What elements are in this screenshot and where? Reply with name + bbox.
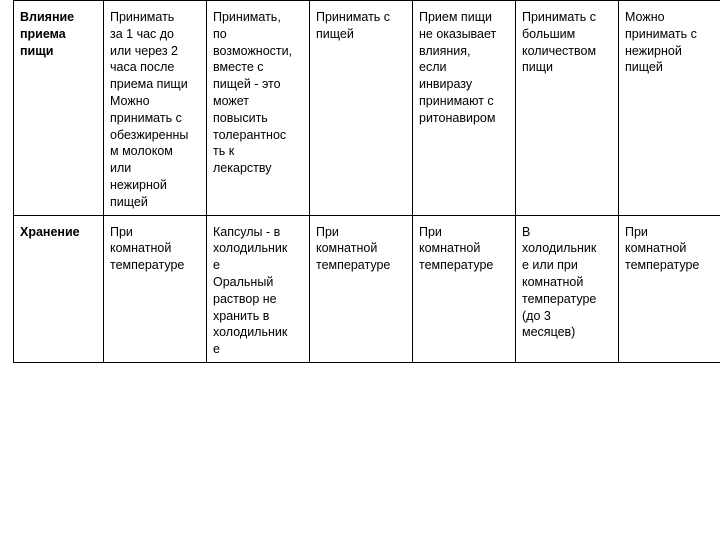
cell-text-line: ть к: [213, 144, 235, 159]
cell-text-line: инвиразу: [419, 77, 473, 92]
cell-text-line: влияния,: [419, 43, 471, 58]
cell-text-line: может: [213, 93, 250, 108]
table-cell: [413, 215, 516, 362]
cell-text-line: пищей - это: [213, 77, 281, 92]
row-header-food-effect: [14, 1, 104, 216]
row-header-line: Влияние: [20, 10, 75, 24]
cell-text-line: При: [625, 224, 648, 239]
cell-text-line: нежирной: [625, 43, 682, 58]
cell-text-line: ритонавиром: [419, 110, 496, 125]
cell-text-line: толерантнос: [213, 127, 287, 142]
cell-text-line: не оказывает: [419, 26, 497, 41]
cell-text-line: пищей: [316, 26, 354, 41]
table-cell: [619, 215, 720, 362]
cell-text-line: хранить в: [213, 308, 270, 323]
cell-text-line: комнатной: [419, 241, 481, 256]
cell-text-line: за 1 час до: [110, 26, 175, 41]
cell-text-line: температуре: [522, 291, 597, 306]
cell-text-line: принимать с: [110, 110, 182, 125]
cell-text-line: м молоком: [110, 144, 173, 159]
cell-text-line: комнатной: [110, 241, 172, 256]
row-header-line: пищи: [20, 43, 54, 58]
cell-text-line: Принимать с: [522, 10, 597, 24]
table-row-storage: [14, 215, 720, 362]
cell-text-line: е: [213, 342, 220, 357]
cell-text-line: или через 2: [110, 43, 178, 58]
cell-text-line: часа после: [110, 60, 175, 75]
table-cell: [413, 1, 516, 216]
table-cell: [207, 1, 310, 216]
table-cell: [516, 215, 619, 362]
cell-text-line: температуре: [419, 258, 494, 273]
table-body: [14, 1, 720, 363]
cell-text-line: лекарству: [213, 161, 272, 176]
cell-text-line: пищи: [522, 60, 554, 75]
cell-text-line: Оральный: [213, 274, 274, 289]
table-cell: [207, 215, 310, 362]
cell-text-line: месяцев): [522, 325, 576, 340]
cell-text-line: Можно: [625, 10, 665, 24]
table-cell: [104, 1, 207, 216]
table-cell: [310, 215, 413, 362]
cell-text-line: е: [213, 258, 220, 273]
cell-text-line: При: [316, 224, 339, 239]
table-cell: [619, 1, 720, 216]
cell-text-line: пищей: [110, 194, 148, 209]
cell-text-line: если: [419, 60, 447, 75]
table-row-food-effect: [14, 1, 720, 216]
table-cell: [516, 1, 619, 216]
cell-text-line: возможности,: [213, 43, 293, 58]
cell-text-line: комнатной: [316, 241, 378, 256]
row-header-storage: [14, 215, 104, 362]
cell-text-line: При: [110, 224, 133, 239]
cell-text-line: по: [213, 26, 227, 41]
cell-text-line: комнатной: [625, 241, 687, 256]
cell-text-line: холодильник: [213, 325, 288, 340]
cell-text-line: холодильник: [213, 241, 288, 256]
cell-text-line: Капсулы - в: [213, 224, 281, 239]
row-header-line: Хранение: [20, 224, 80, 239]
cell-text-line: пищей: [625, 60, 663, 75]
cell-text-line: В: [522, 224, 531, 239]
drug-comparison-table: [13, 0, 720, 363]
cell-text-line: холодильник: [522, 241, 597, 256]
cell-text-line: количеством: [522, 43, 597, 58]
cell-text-line: обезжиренны: [110, 127, 189, 142]
cell-text-line: температуре: [316, 258, 391, 273]
cell-text-line: (до 3: [522, 308, 551, 323]
table-cell: [310, 1, 413, 216]
cell-text-line: приема пищи: [110, 77, 188, 92]
cell-text-line: Принимать,: [213, 10, 281, 24]
row-header-line: приема: [20, 26, 66, 41]
cell-text-line: При: [419, 224, 442, 239]
cell-text-line: температуре: [110, 258, 185, 273]
table-cell: [104, 215, 207, 362]
cell-text-line: температуре: [625, 258, 700, 273]
cell-text-line: раствор не: [213, 291, 277, 306]
cell-text-line: Принимать с: [316, 10, 391, 24]
cell-text-line: принимать с: [625, 26, 697, 41]
cell-text-line: принимают с: [419, 93, 494, 108]
cell-text-line: или: [110, 161, 132, 176]
cell-text-line: нежирной: [110, 177, 167, 192]
cell-text-line: повысить: [213, 110, 268, 125]
cell-text-line: большим: [522, 26, 576, 41]
cell-text-line: Можно: [110, 93, 150, 108]
cell-text-line: Принимать: [110, 10, 175, 24]
cell-text-line: вместе с: [213, 60, 264, 75]
cell-text-line: Прием пищи: [419, 10, 492, 24]
cell-text-line: комнатной: [522, 274, 584, 289]
cell-text-line: е или при: [522, 258, 578, 273]
